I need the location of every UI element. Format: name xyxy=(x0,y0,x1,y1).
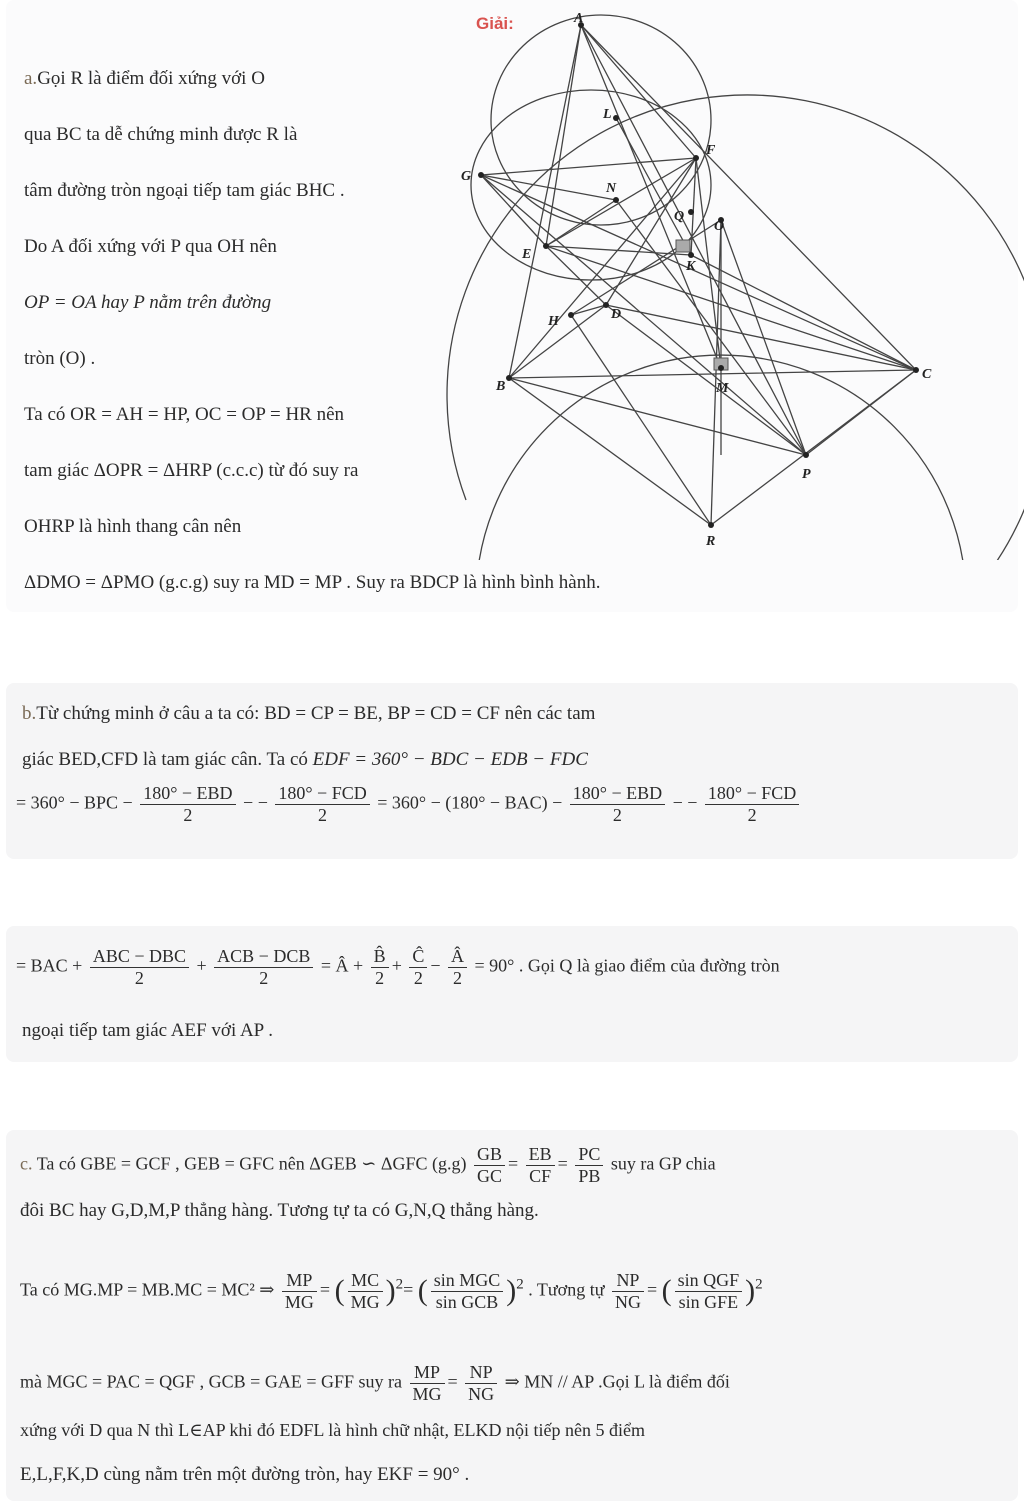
label-n: N xyxy=(606,181,617,196)
solution-part-a xyxy=(6,0,1018,612)
geometry-diagram xyxy=(436,0,1024,560)
label-e: E xyxy=(522,247,532,262)
circumcircle-o xyxy=(447,95,1024,560)
label-c: C xyxy=(922,367,932,382)
label-r: R xyxy=(706,534,716,549)
part-a-line-4: Do A đối xứng với P qua OH nên xyxy=(24,236,277,257)
right-angle-mark-k xyxy=(676,240,690,252)
solution-part-c xyxy=(6,1130,1018,1501)
label-h: H xyxy=(548,314,559,329)
part-a-line-2: qua BC ta dễ chứng minh được R là xyxy=(24,124,298,145)
part-a-line-5: OP = OA hay P nằm trên đường xyxy=(24,292,272,313)
part-b2-line-1: = BAC + $\frac{\text{ABC − DBC}}{2}$ + $\frac{\text{ACB − DCB}}{2}$ = Â + $\frac{B̂}{2}$ + $\frac{Ĉ}{2}$ − $\frac{Â}{2}$ = 90° . Gọi Q là giao điểm của đường tròn xyxy=(16,946,780,988)
part-c-line-3: Ta có MG.MP = MB.MC = MC² ⇒ $\frac{MP}{MG}$ = ( $\frac{MC}{MG}$ )$^2$= ( $\frac{\text{sin MGC}}{\text{sin GCB}}$ )$^2$ . Tương tự $\frac{NP}{NG}$ = ( $\frac{\text{sin QGF}}{\text{sin GFE}}$ )$^2$ xyxy=(20,1270,763,1312)
label-g: G xyxy=(461,169,472,184)
part-a-line-7: Ta có OR = AH = HP, OC = OP = HR nên xyxy=(24,404,345,425)
label-l: L xyxy=(603,107,612,122)
part-b-line-1: b.Từ chứng minh ở câu a ta có: BD = CP = BE, BP = CD = CF nên các tam xyxy=(22,703,596,724)
label-k: K xyxy=(686,259,696,274)
part-a-line-8: tam giác ΔOPR = ΔHRP (c.c.c) từ đó suy ra xyxy=(24,460,359,481)
part-b-line-2: giác BED,CFD là tam giác cân. Ta có EDF = 360° − BDC − EDB − FDC xyxy=(22,749,588,770)
triangle-abc xyxy=(509,25,916,378)
label-b: B xyxy=(496,379,506,394)
part-b-line-3: = 360° − BPC − $\frac{\text{180° − EBD}}{2}$ − − $\frac{\text{180° − FCD}}{2}$ = 360° − (180° − BAC) − $\frac{\text{180° − EBD}}{2}$ − − $\frac{\text{180° − FCD}}{2}$ xyxy=(16,783,802,825)
circle-nine xyxy=(471,90,711,280)
part-c-line-5: xứng với D qua N thì L∈AP khi đó EDFL là hình chữ nhật, ELKD nội tiếp nên 5 điểm xyxy=(20,1420,645,1440)
part-a-line-1: a.Gọi R là điểm đối xứng với O xyxy=(24,68,265,89)
part-c-line-1: c. Ta có GBE = GCF , GEB = GFC nên ΔGEB ∽ ΔGFC (g.g) $\frac{GB}{GC}$ = $\frac{EB}{CF}$ = $\frac{PC}{PB}$ suy ra GP chia xyxy=(20,1144,716,1186)
part-a-line-9: OHRP là hình thang cân nên xyxy=(24,516,242,537)
label-d: D xyxy=(611,307,622,322)
label-m: M xyxy=(716,381,729,396)
part-c-line-2: đôi BC hay G,D,M,P thẳng hàng. Tương tự ta có G,N,Q thẳng hàng. xyxy=(20,1200,539,1221)
label-q: Q xyxy=(674,209,685,224)
label-p: P xyxy=(802,467,811,482)
part-c-line-4: mà MGC = PAC = QGF , GCB = GAE = GFF suy ra $\frac{MP}{MG}$ = $\frac{NP}{NG}$ ⇒ MN // AP .Gọi L là điểm đối xyxy=(20,1362,730,1404)
solution-label: Giải: xyxy=(476,14,514,33)
part-c-line-6: E,L,F,K,D cùng nằm trên một đường tròn, hay EKF = 90° . xyxy=(20,1464,470,1485)
label-o: O xyxy=(714,219,725,234)
solution-part-b-continued xyxy=(6,926,1018,1062)
part-a-line-6: tròn (O) . xyxy=(24,348,96,369)
part-b2-line-2: ngoại tiếp tam giác AEF với AP . xyxy=(22,1020,274,1041)
label-a: A xyxy=(574,11,584,26)
part-a-line-3: tâm đường tròn ngoại tiếp tam giác BHC . xyxy=(24,180,345,201)
label-f: F xyxy=(706,143,716,158)
part-a-line-10: ΔDMO = ΔPMO (g.c.g) suy ra MD = MP . Suy ra BDCP là hình bình hành. xyxy=(24,572,601,593)
solution-part-b xyxy=(6,683,1018,859)
